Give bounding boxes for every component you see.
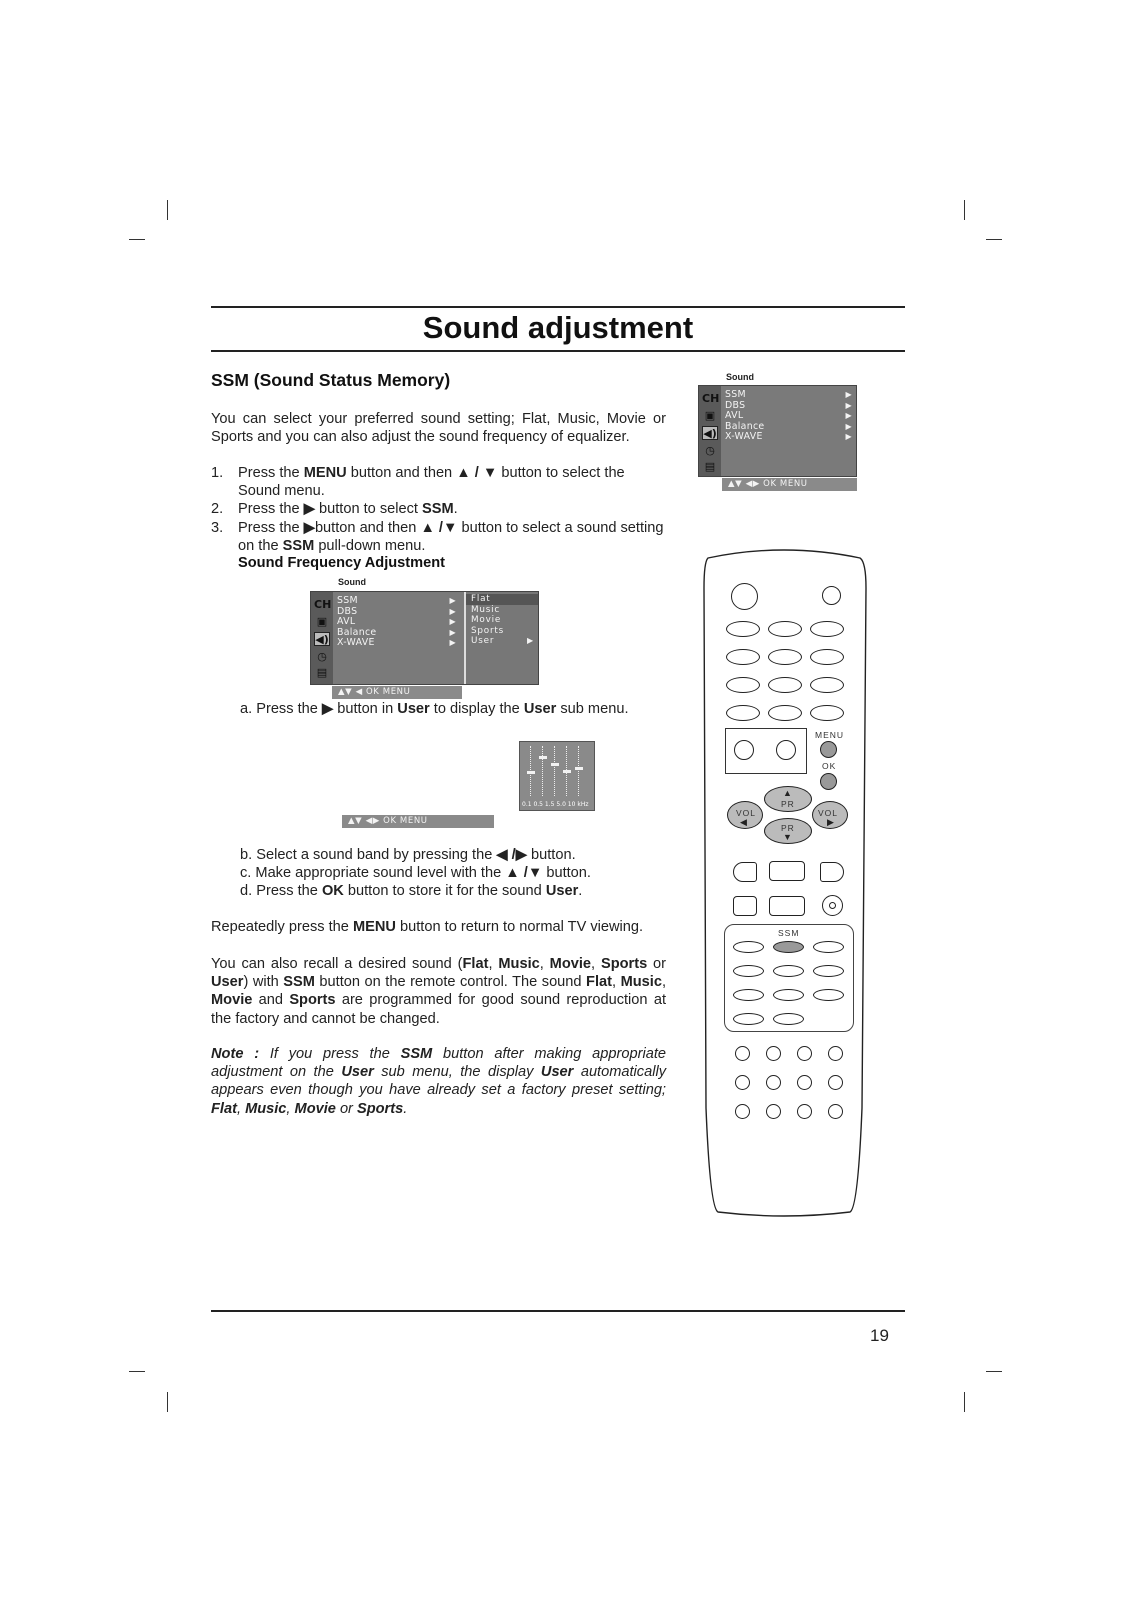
emphasis: SSM [400, 1046, 433, 1062]
step-text [238, 501, 458, 517]
emphasis: Movie [294, 1100, 336, 1117]
remote-round-key[interactable] [797, 1046, 812, 1061]
eq-knob[interactable] [551, 763, 559, 766]
osd-item-balance[interactable]: Balance ▶ [725, 420, 852, 432]
sub-step-b [240, 846, 670, 864]
text-run: a. Press the [240, 701, 322, 717]
emphasis: ▶ [303, 519, 315, 536]
text-run: Repeatedly press the [211, 919, 353, 935]
speaker-icon: ◀) [315, 633, 329, 646]
text-run: are programmed for good sound reproduction at the factory and cannot be changed. [211, 992, 666, 1027]
eq-band-slider[interactable] [542, 746, 543, 796]
menu-label: MENU [815, 730, 845, 740]
emphasis: User [341, 1064, 374, 1081]
text-run: b. Select a sound band by pressing the [240, 847, 497, 863]
remote-round-key[interactable] [797, 1075, 812, 1090]
speaker-icon: ◀) [703, 427, 717, 440]
crop-mark [129, 239, 145, 240]
eq-band-slider[interactable] [566, 746, 567, 796]
text-run: or [335, 1100, 357, 1117]
eq-band-slider[interactable] [554, 746, 555, 796]
text-run: sub menu, the display [373, 1064, 541, 1081]
pr-label: PR [781, 823, 795, 833]
osd-caption: Sound [726, 372, 754, 382]
page-number: 19 [870, 1326, 889, 1345]
text-run: button after making appropriate adjustment on the [211, 1046, 666, 1081]
text-run: , [612, 974, 621, 991]
osd-sound-menu-preview [698, 385, 857, 477]
subheading: Sound Frequency Adjustment [238, 555, 446, 571]
text-run: If you press the [259, 1046, 401, 1062]
osd-item-xwave[interactable]: X-WAVE ▶ [725, 431, 852, 442]
remote-key[interactable] [813, 941, 844, 953]
emphasis: User [540, 1064, 574, 1081]
emphasis: Flat [462, 956, 489, 972]
osd-item-ssm[interactable]: SSM ▶ [337, 595, 456, 606]
emphasis: ▲ /▼ [505, 865, 543, 881]
arrow-right-icon: ▶ [827, 817, 834, 827]
eq-band-slider[interactable] [530, 746, 531, 796]
step-2 [211, 500, 666, 518]
remote-key[interactable] [726, 649, 760, 665]
emphasis: Movie [549, 956, 592, 972]
lock-icon: ▤ [316, 666, 328, 679]
header-rule-bottom [211, 350, 905, 352]
remote-key[interactable] [726, 705, 760, 721]
ssm-pulldown [464, 592, 538, 684]
step-number: 3. [211, 519, 224, 536]
eq-band-slider[interactable] [578, 746, 579, 796]
remote-key[interactable] [773, 965, 804, 977]
remote-round-key[interactable] [735, 1104, 750, 1119]
vol-label: VOL [736, 808, 757, 818]
emphasis: OK [321, 883, 344, 899]
emphasis: Flat [586, 974, 612, 991]
emphasis: ◀ /▶ [496, 847, 527, 863]
text-run: Press the [238, 465, 304, 481]
osd-caption: Sound [338, 577, 366, 587]
ssm-button[interactable] [773, 941, 804, 953]
steps-list [211, 464, 666, 555]
osd-sound-menu [310, 591, 539, 685]
emphasis: MENU [352, 919, 396, 935]
lock-icon: ▤ [704, 460, 716, 473]
remote-round-key[interactable] [766, 1075, 781, 1090]
eq-knob[interactable] [539, 756, 547, 759]
remote-key[interactable] [769, 896, 805, 916]
text-run: , [539, 956, 550, 972]
text-run: button. [526, 847, 576, 863]
remote-key[interactable] [773, 1013, 804, 1025]
text-run: button to select [314, 501, 423, 518]
remote-key[interactable] [820, 862, 844, 882]
ssm-option-sports[interactable]: Sports [471, 625, 504, 636]
crop-mark [986, 239, 1002, 240]
repeat-paragraph [211, 918, 666, 936]
equalizer-panel [519, 741, 595, 811]
ssm-option-user[interactable]: User ▶ [471, 636, 534, 647]
text-run: pull-down menu. [314, 537, 426, 554]
remote-key[interactable] [733, 862, 757, 882]
osd-item-ssm[interactable]: SSM ▶ [725, 389, 852, 400]
remote-round-key[interactable] [828, 1075, 843, 1090]
crop-mark [986, 1371, 1002, 1372]
text-run: button and then [346, 465, 457, 481]
sub-step-a [240, 700, 670, 718]
ssm-label: SSM [778, 928, 800, 938]
emphasis: Music [620, 974, 662, 991]
text-run: ) with [243, 974, 284, 991]
footer-rule [211, 1310, 905, 1312]
text-run: , [591, 956, 601, 972]
recall-paragraph [211, 955, 666, 1028]
emphasis: Movie [211, 992, 253, 1009]
osd-footer: ▲▼ ◀ OK MENU [332, 686, 462, 699]
text-run: button to return to normal TV viewing. [395, 919, 644, 935]
remote-key[interactable] [773, 989, 804, 1001]
page-title: Sound adjustment [422, 310, 694, 345]
step-text [238, 465, 625, 499]
sub-step-c [240, 864, 670, 882]
text-run: c. Make appropriate sound level with the [240, 865, 506, 881]
remote-key[interactable] [768, 705, 802, 721]
channel-icon: CH [702, 392, 720, 405]
remote-key[interactable] [776, 740, 796, 760]
remote-key[interactable] [733, 989, 764, 1001]
text-run: button to select a sound setting on the [238, 519, 664, 554]
osd-item-avl[interactable]: AVL ▶ [337, 616, 456, 627]
remote-key[interactable] [733, 1013, 764, 1025]
remote-key-dot [829, 902, 836, 909]
crop-mark [964, 1392, 965, 1412]
osd-icon-column [699, 386, 721, 476]
emphasis: User [397, 701, 430, 717]
arrow-up-icon: ▲ [783, 788, 792, 798]
remote-key[interactable] [726, 621, 760, 637]
text-run: You can also recall a desired sound ( [211, 956, 463, 972]
text-run: and [252, 992, 290, 1009]
channel-icon: CH [314, 598, 332, 611]
emphasis: SSM [422, 501, 454, 518]
text-run: button to store it for the sound [343, 883, 546, 899]
text-run: or [647, 956, 667, 972]
osd-item-dbs[interactable]: DBS ▶ [725, 399, 852, 411]
text-run: button and then [314, 519, 421, 536]
crop-mark [129, 1371, 145, 1372]
osd-item-avl[interactable]: AVL ▶ [725, 410, 852, 421]
osd-footer: ▲▼ ◀▶ OK MENU [722, 478, 857, 491]
remote-round-key[interactable] [797, 1104, 812, 1119]
text-run: Press the [238, 519, 304, 536]
vol-label: VOL [818, 808, 839, 818]
emphasis: User [211, 974, 244, 991]
remote-round-key[interactable] [735, 1075, 750, 1090]
section-heading: SSM (Sound Status Memory) [211, 370, 451, 390]
ok-label: OK [822, 761, 837, 771]
remote-round-key[interactable] [766, 1104, 781, 1119]
remote-key[interactable] [733, 896, 757, 916]
eq-knob[interactable] [563, 770, 571, 773]
pr-label: PR [781, 799, 795, 809]
eq-knob[interactable] [527, 771, 535, 774]
text-run: automatically appears even though you have already set a factory preset setting; [211, 1064, 666, 1099]
ssm-option-movie[interactable]: Movie [471, 615, 502, 626]
remote-key[interactable] [813, 989, 844, 1001]
remote-round-key[interactable] [766, 1046, 781, 1061]
text-run: sub menu. [556, 701, 629, 717]
remote-key[interactable] [810, 621, 844, 637]
remote-key[interactable] [810, 705, 844, 721]
remote-key[interactable] [733, 965, 764, 977]
remote-key[interactable] [768, 677, 802, 693]
text-run: . [578, 883, 583, 899]
emphasis: ▲ / ▼ [456, 465, 498, 481]
eq-knob[interactable] [575, 767, 583, 770]
eq-band-labels: 0.1 0.5 1.5 5.0 10 kHz [522, 801, 589, 808]
remote-key[interactable] [734, 740, 754, 760]
clock-icon: ◷ [705, 444, 715, 457]
step-text [238, 520, 664, 554]
remote-key[interactable] [768, 649, 802, 665]
text-run: . [453, 501, 458, 518]
ssm-option-flat[interactable]: Flat [466, 594, 538, 605]
step-number: 1. [211, 465, 224, 481]
arrow-down-icon: ▼ [783, 832, 792, 842]
remote-key[interactable] [810, 649, 844, 665]
emphasis: SSM [282, 537, 315, 554]
text-run: , [236, 1100, 246, 1117]
mute-button[interactable] [822, 586, 841, 605]
ssm-option-music[interactable]: Music [471, 604, 501, 615]
osd-item-list [337, 596, 456, 649]
text-run: , [661, 974, 666, 991]
note-paragraph [211, 1045, 666, 1118]
menu-button[interactable] [820, 741, 837, 758]
remote-key[interactable] [733, 941, 764, 953]
text-run: button to select the Sound menu. [238, 465, 625, 500]
ok-button[interactable] [820, 773, 837, 790]
emphasis: Sports [289, 992, 336, 1009]
remote-key[interactable] [810, 677, 844, 693]
picture-icon: ▣ [704, 409, 716, 422]
emphasis: Note : [211, 1046, 260, 1062]
remote-round-key[interactable] [828, 1046, 843, 1061]
step-3 [211, 519, 666, 555]
remote-key[interactable] [769, 861, 805, 881]
text-run: d. Press the [240, 883, 322, 899]
osd-item-dbs[interactable]: DBS ▶ [337, 605, 456, 617]
remote-key[interactable] [726, 677, 760, 693]
text-run: button in [333, 701, 398, 717]
sub-step-d [240, 882, 670, 900]
step-1 [211, 464, 666, 500]
text-run: to display the [429, 701, 524, 717]
emphasis: User [545, 883, 579, 899]
emphasis: ▶ [321, 701, 334, 717]
osd-icon-column [311, 592, 333, 684]
emphasis: Sports [600, 956, 648, 972]
emphasis: User [523, 701, 557, 717]
emphasis: ▶ [303, 501, 315, 518]
text-run: . [403, 1100, 408, 1117]
remote-round-key[interactable] [828, 1104, 843, 1119]
emphasis: Sports [356, 1100, 404, 1117]
text-run: , [488, 956, 499, 972]
intro-paragraph: You can select your preferred sound setting; Flat, Music, Movie or Sports and you can also adjust the sound frequency of equalizer. [211, 411, 666, 446]
osd-item-balance[interactable]: Balance ▶ [337, 626, 456, 638]
remote-key[interactable] [813, 965, 844, 977]
emphasis: SSM [283, 974, 315, 991]
arrow-left-icon: ◀ [740, 817, 747, 827]
crop-mark [964, 200, 965, 220]
crop-mark [167, 200, 168, 220]
clock-icon: ◷ [317, 650, 327, 663]
header-rule-top [211, 306, 905, 308]
text-run: button on the remote control. The sound [314, 974, 587, 991]
emphasis: Music [498, 956, 540, 972]
picture-icon: ▣ [316, 615, 328, 628]
text-run: Press the [238, 501, 304, 518]
osd-item-list [725, 390, 852, 443]
osd-item-xwave[interactable]: X-WAVE ▶ [337, 637, 456, 648]
eq-footer: ▲▼ ◀▶ OK MENU [342, 815, 494, 828]
emphasis: ▲ /▼ [420, 519, 458, 536]
text-run: button. [542, 865, 591, 881]
remote-round-key[interactable] [735, 1046, 750, 1061]
emphasis: MENU [303, 465, 347, 481]
emphasis: Flat [211, 1100, 237, 1117]
remote-key[interactable] [768, 621, 802, 637]
emphasis: Music [245, 1100, 287, 1117]
text-run: , [286, 1100, 295, 1117]
power-button[interactable] [731, 583, 758, 610]
step-number: 2. [211, 501, 224, 518]
crop-mark [167, 1392, 168, 1412]
